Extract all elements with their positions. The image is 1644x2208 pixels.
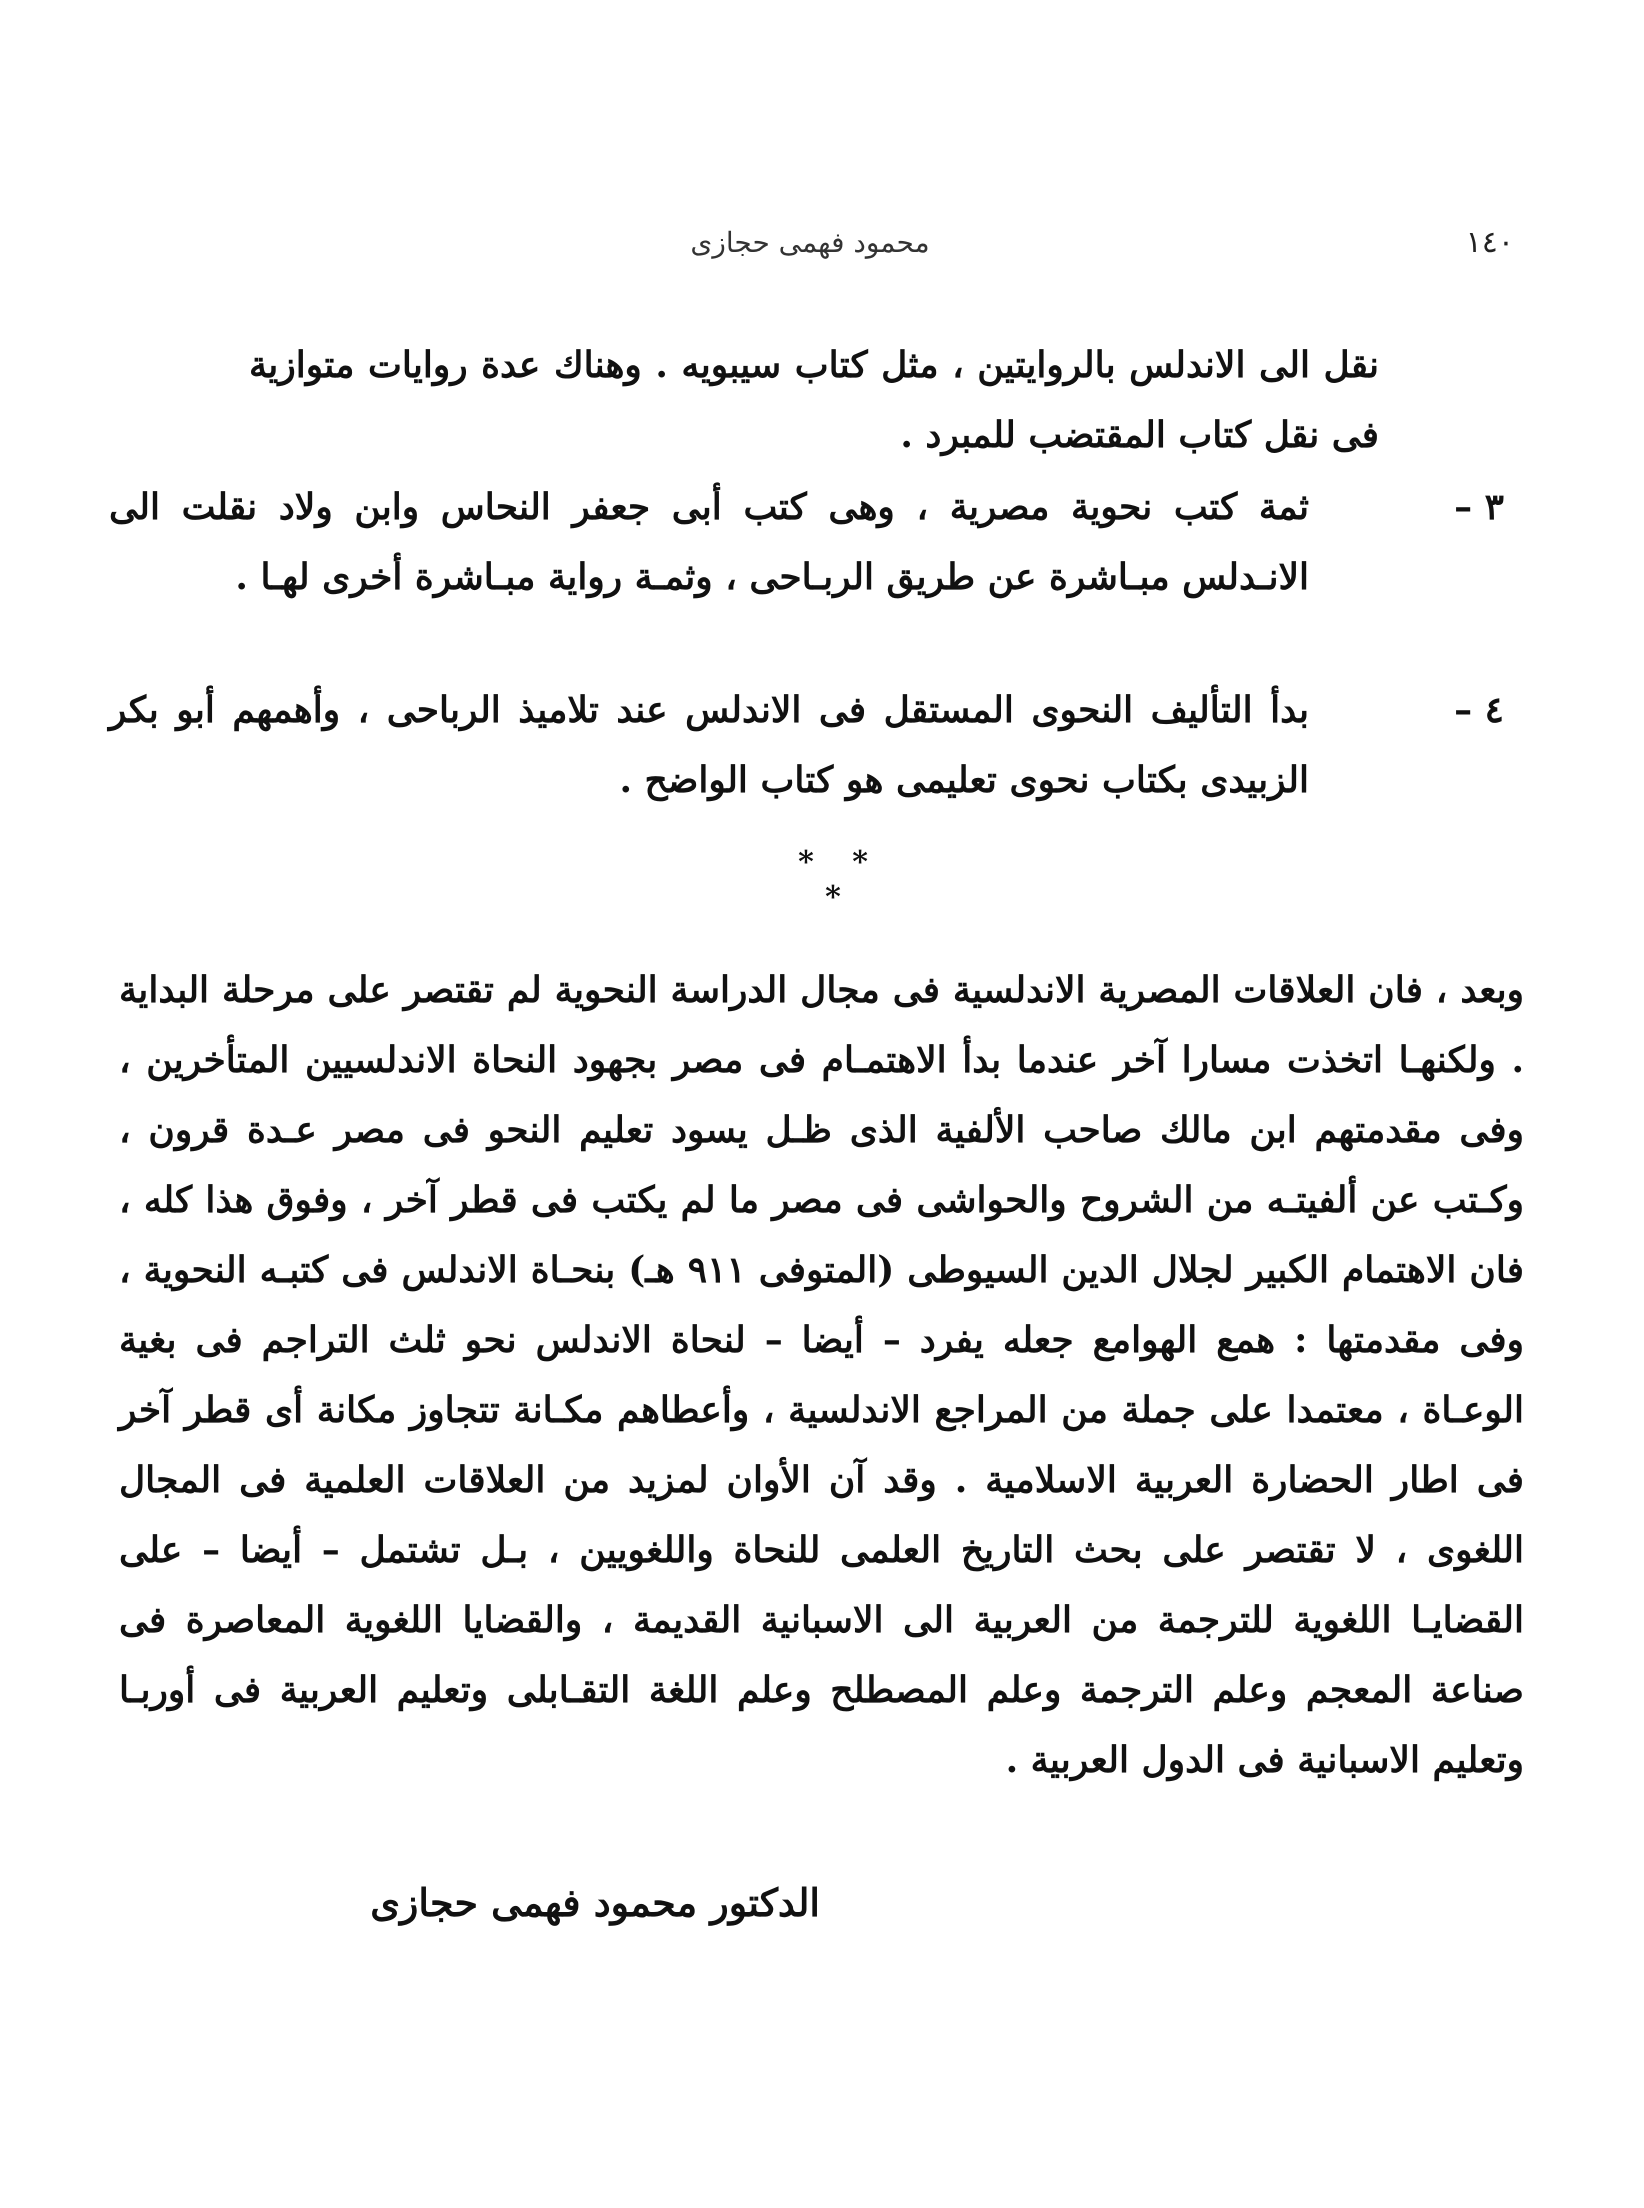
list-item-4 xyxy=(109,675,1504,815)
page-number: ١٤٠ xyxy=(1465,225,1514,260)
continuation-paragraph: نقل الى الاندلس بالروايتين ، مثل كتاب سيبويه . وهناك عدة روايات متوازية فى نقل كتاب المقتضب للمبرد . xyxy=(249,344,1379,456)
list-item-number: ٤ – xyxy=(1454,689,1504,731)
list-item-text: بدأ التأليف النحوى المستقل فى الاندلس عند تلاميذ الرباحى ، وأهمهم أبو بكر الزبيدى بكتاب نحوى تعليمى هو كتاب الواضح . xyxy=(109,689,1309,801)
running-header: محمود فهمى حجازى xyxy=(690,226,930,259)
list-item-text: ثمة كتب نحوية مصرية ، وهى كتب أبى جعفر النحاس وابن ولاد نقلت الى الانـدلس مبـاشرة عن طريق الربـاحى ، وثمـة رواية مبـاشرة أخرى لهـا . xyxy=(109,486,1309,598)
author-signature: الدكتور محمود فهمى حجازى xyxy=(370,1880,820,1925)
list-item-number: ٣ – xyxy=(1454,486,1504,528)
list-item-3 xyxy=(109,472,1504,682)
section-separator: * * * xyxy=(798,845,882,915)
closing-paragraph: وبعد ، فان العلاقات المصرية الاندلسية فى مجال الدراسة النحوية لم تقتصر على مرحلة البداية . ولكنهـا اتخذت مسارا آخر عندما بدأ الاهتمـام فى مصر بجهود النحاة الاندلسيين المتأخرين ، وفى مقدمتهم ابن مالك صاحب الألفية الذى ظـل يسود تعليم النحو فى مصر عـدة قرون ، وكـتب عن ألفيتـه من الشروح والحواشى فى مصر ما لم يكتب فى قطر آخر ، وفوق هذا كله ، فان الاهتمام الكبير لجلال الدين السيوطى (المتوفى ٩١١ هـ) بنحـاة الاندلس فى كتبـه النحوية ، وفى مقدمتها : همع الهوامع جعله يفرد – أيضا – لنحاة الاندلس نحو ثلث التراجم فى بغية الوعـاة ، معتمدا على جملة من المراجع الاندلسية ، وأعطاهم مكـانة تتجاوز مكانة أى قطر آخر فى اطار الحضارة العربية الاسلامية . وقد آن الأوان لمزيد من العلاقات العلمية فى المجال اللغوى ، لا تقتصر على بحث التاريخ العلمى للنحاة واللغويين ، بـل تشتمل – أيضا – على القضايـا اللغوية للترجمة من العربية الى الاسبانية القديمة ، والقضايا اللغوية المعاصرة فى صناعة المعجم وعلم الترجمة وعلم المصطلح وعلم اللغة التقـابلى وتعليم العربية فى أوربـا وتعليم الاسبانية فى الدول العربية . xyxy=(119,969,1524,1781)
